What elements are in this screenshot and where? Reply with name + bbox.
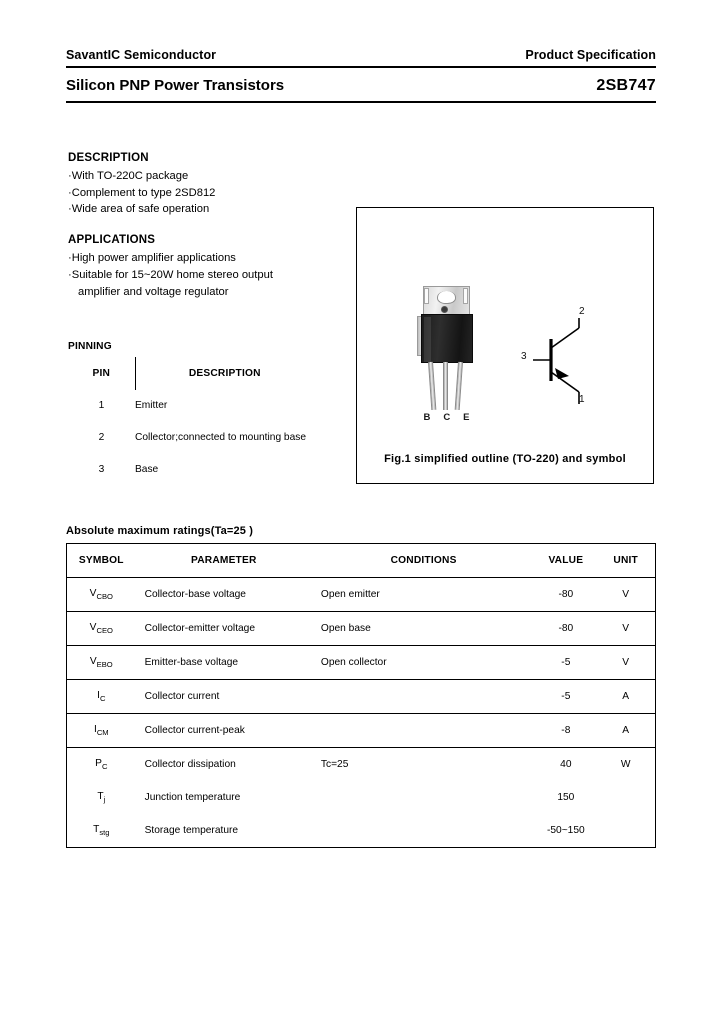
package-notch-right xyxy=(463,288,468,304)
ratings-table-body xyxy=(67,578,656,848)
package-lead-2 xyxy=(443,362,448,410)
rating-condition: Open collector xyxy=(312,646,535,680)
package-body xyxy=(421,314,473,363)
symbol-pin-number-collector: 2 xyxy=(579,306,585,317)
rating-value: -80 xyxy=(535,578,596,612)
header-divider-bottom xyxy=(66,101,656,103)
symbol-pin-number-base: 3 xyxy=(521,351,527,362)
ratings-col-symbol: SYMBOL xyxy=(67,544,136,578)
ratings-title-text: Absolute maximum ratings(Ta=25 ) xyxy=(66,525,254,537)
package-pin-labels xyxy=(417,412,476,423)
package-body-dimple xyxy=(441,306,448,313)
table-row xyxy=(67,748,656,782)
package-body-highlight xyxy=(424,317,431,362)
applications-item: ·High power amplifier applications xyxy=(68,251,236,264)
rating-value: -5 xyxy=(535,680,596,714)
transistor-symbol-svg xyxy=(517,306,603,414)
pin-description: Emitter xyxy=(135,400,168,411)
ratings-section xyxy=(66,525,656,848)
rating-condition xyxy=(312,814,535,848)
rating-unit: V xyxy=(596,646,655,680)
description-item-text: With TO-220C package xyxy=(71,169,189,182)
rating-parameter: Collector current xyxy=(136,680,312,714)
rating-unit: V xyxy=(596,612,655,646)
package-lead-3 xyxy=(455,362,463,410)
figure-caption: Fig.1 simplified outline (TO-220) and symbol xyxy=(384,453,626,465)
rating-parameter: Collector-base voltage xyxy=(136,578,312,612)
rating-condition xyxy=(312,781,535,814)
ratings-col-unit: UNIT xyxy=(596,544,655,578)
header-top-row xyxy=(66,48,656,66)
rating-value: -8 xyxy=(535,714,596,748)
description-item: ·Wide area of safe operation xyxy=(68,203,210,216)
pin-description: Collector;connected to mounting base xyxy=(135,432,307,443)
package-lead-1 xyxy=(428,362,436,410)
rating-symbol: $T_{stg}$ xyxy=(93,823,110,838)
ratings-col-parameter: PARAMETER xyxy=(136,544,312,578)
rating-symbol: $I_C$ xyxy=(67,680,136,714)
page-title: Silicon PNP Power Transistors xyxy=(66,77,285,94)
rating-symbol: $V_{EBO}$ xyxy=(67,646,136,680)
rating-value: -80 xyxy=(535,612,596,646)
table-row xyxy=(67,578,656,612)
table-row xyxy=(67,612,656,646)
pinning-col-description: DESCRIPTION xyxy=(188,368,261,379)
package-pin-label-b: B xyxy=(423,412,431,423)
table-row xyxy=(67,814,656,848)
pin-number: 1 xyxy=(98,400,105,411)
description-item: ·With TO-220C package xyxy=(68,169,189,182)
rating-parameter: Collector dissipation xyxy=(144,759,236,770)
rating-symbol: $P_C$ xyxy=(95,757,108,772)
rating-symbol: $V_{CBO}$ xyxy=(67,578,136,612)
rating-parameter: Emitter-base voltage xyxy=(136,646,312,680)
package-notch-left xyxy=(424,288,429,304)
ratings-title xyxy=(66,525,656,537)
rating-parameter: Junction temperature xyxy=(144,792,241,803)
pin-number: 2 xyxy=(98,432,105,443)
figure-panel xyxy=(356,207,654,484)
rating-condition xyxy=(312,748,535,782)
package-mounting-hole xyxy=(437,291,456,304)
rating-value: -50~150 xyxy=(546,825,585,836)
description-heading: DESCRIPTION xyxy=(68,152,149,164)
description-item-text: Complement to type 2SD812 xyxy=(71,186,216,199)
ratings-col-conditions: CONDITIONS xyxy=(312,544,535,578)
rating-unit: A xyxy=(596,714,655,748)
package-pin-label-c: C xyxy=(443,412,451,423)
applications-item-text: Suitable for 15~20W home stereo output xyxy=(71,268,273,281)
pinning-table xyxy=(68,357,314,485)
page-header xyxy=(66,48,656,103)
table-row xyxy=(68,454,314,485)
pinning-label: PINNING xyxy=(68,341,112,352)
rating-parameter: Collector current-peak xyxy=(136,714,312,748)
pinning-col-pin: PIN xyxy=(68,357,135,390)
description-item-text: Wide area of safe operation xyxy=(71,203,210,216)
section-spacer xyxy=(68,218,358,232)
header-title-row xyxy=(66,68,656,101)
pin-description: Base xyxy=(135,464,159,475)
company-name: SavantIC Semiconductor xyxy=(66,48,217,62)
rating-unit: A xyxy=(596,680,655,714)
rating-parameter: Storage temperature xyxy=(144,825,239,836)
rating-condition-text: Tc=25 xyxy=(320,759,349,770)
pnp-transistor-symbol xyxy=(517,306,603,414)
table-row xyxy=(68,390,314,421)
table-row xyxy=(67,680,656,714)
part-number: 2SB747 xyxy=(596,77,656,94)
description-item: ·Complement to type 2SD812 xyxy=(68,186,216,199)
applications-item-continuation: amplifier and voltage regulator xyxy=(78,285,229,298)
table-row xyxy=(67,646,656,680)
description-applications-block xyxy=(68,150,358,300)
ratings-col-value: VALUE xyxy=(535,544,596,578)
applications-heading: APPLICATIONS xyxy=(68,234,156,247)
ratings-header-row xyxy=(67,544,656,578)
document-type: Product Specification xyxy=(525,48,656,62)
applications-item: ·Suitable for 15~20W home stereo output xyxy=(68,268,273,281)
table-row xyxy=(67,714,656,748)
applications-item-text: High power amplifier applications xyxy=(71,251,236,264)
pin-number: 3 xyxy=(98,464,105,475)
rating-symbol: $T_j$ xyxy=(97,790,106,805)
to220-package-image xyxy=(417,286,476,426)
rating-condition xyxy=(312,714,535,748)
rating-condition xyxy=(312,680,535,714)
rating-symbol: $V_{CEO}$ xyxy=(67,612,136,646)
rating-value: -5 xyxy=(535,646,596,680)
pinning-header-row xyxy=(68,357,314,390)
table-row xyxy=(67,781,656,814)
rating-value: 40 xyxy=(560,759,572,770)
rating-symbol: $I_{CM}$ xyxy=(67,714,136,748)
figure-content xyxy=(357,208,653,483)
table-row xyxy=(68,421,314,454)
rating-condition: Open base xyxy=(312,612,535,646)
ratings-table xyxy=(66,543,656,848)
symbol-pin-number-emitter: 1 xyxy=(579,394,585,405)
rating-unit xyxy=(596,814,655,848)
rating-unit: V xyxy=(596,578,655,612)
rating-unit xyxy=(596,781,655,814)
rating-condition: Open emitter xyxy=(312,578,535,612)
rating-value: 150 xyxy=(557,792,575,803)
pinning-section xyxy=(68,341,314,485)
rating-unit: W xyxy=(620,759,631,770)
rating-parameter: Collector-emitter voltage xyxy=(136,612,312,646)
package-pin-label-e: E xyxy=(463,412,470,423)
